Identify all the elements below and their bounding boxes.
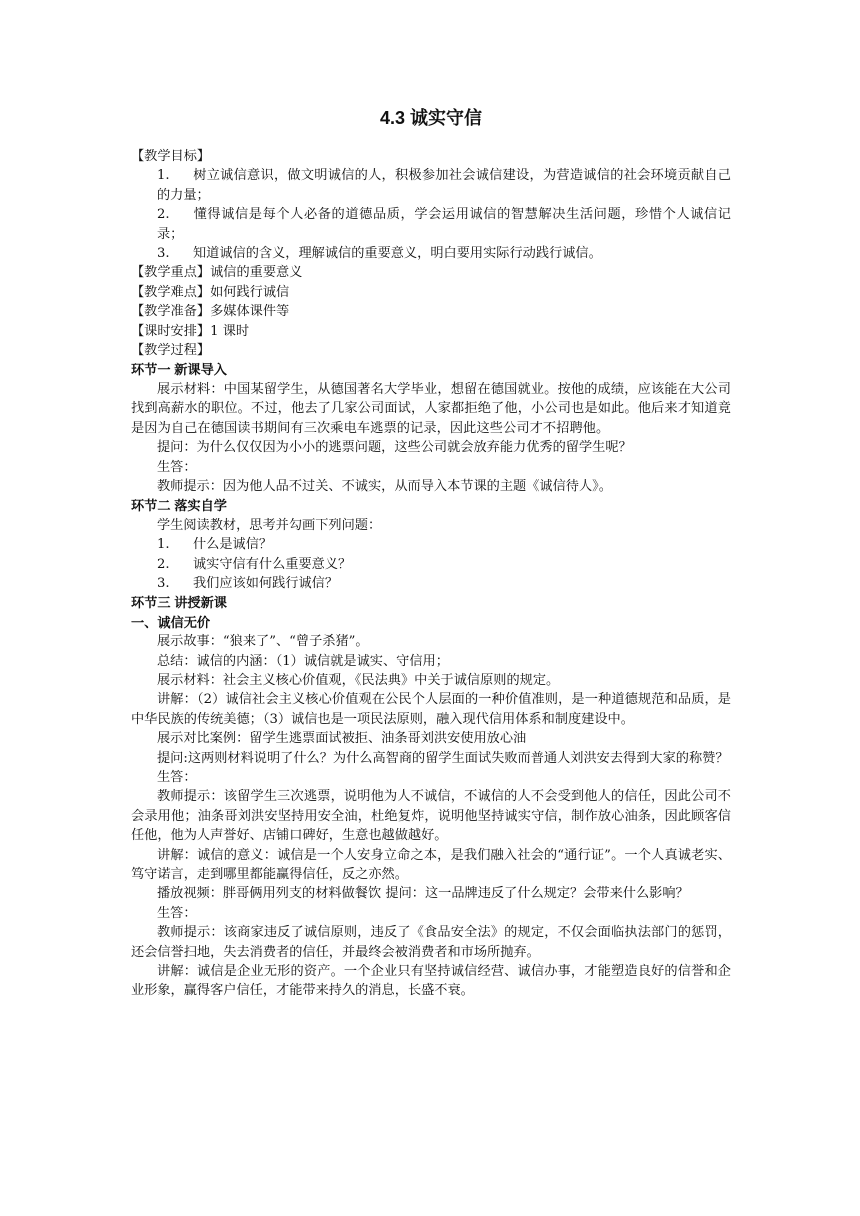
section3-paragraph: 总结：诚信的内涵：（1）诚信就是诚实、守信用； — [157, 653, 449, 669]
section3-paragraph: 教师提示：该留学生三次逃票，说明他为人不诚信，不诚信的人不会受到他人的信任，因此公司不会录用他；油条哥刘洪安坚持用安全油，杜绝复炸，说明他坚持诚实守信，制作放心油条，因此顾客信任他，他为人声誉好、店铺口碑好，生意也越做越好。 — [131, 789, 731, 844]
question-item: 1. 什么是诚信？ — [157, 537, 273, 553]
question-item: 3. 我们应该如何践行诚信？ — [157, 575, 339, 591]
subsection-heading: 一、诚信无价 — [131, 614, 211, 630]
preparation: 【教学准备】多媒体课件等 — [131, 304, 290, 320]
objective-item: 2. 懂得诚信是每个人必备的道德品质，学会运用诚信的智慧解决生活问题，珍惜个人诚信记录； — [157, 207, 731, 242]
section1-answer: 生答： — [157, 459, 197, 475]
section2-intro: 学生阅读教材，思考并勾画下列问题： — [157, 517, 382, 533]
section3-paragraph: 生答： — [157, 770, 197, 785]
section1-tip: 教师提示：因为他人品不过关、不诚实，从而导入本节课的主题《诚信待人》。 — [157, 478, 612, 494]
section1-material: 展示材料：中国某留学生，从德国著名大学毕业，想留在德国就业。按他的成绩，应该能在大公司找到高薪水的职位。不过，他去了几家公司面试，人家都拒绝了他，小公司也是如此。他后来才知道竟是因为自己在德国读书期间有三次乘电车逃票的记录，因此这些公司才不招聘他。 — [131, 381, 731, 436]
section3-paragraph: 讲解：诚信是企业无形的资产。一个企业只有坚持诚信经营、诚信办事，才能塑造良好的信誉和企业形象，赢得客户信任，才能带来持久的消息，长盛不衰。 — [131, 964, 731, 999]
section3-paragraph: 生答： — [157, 905, 197, 921]
section3-paragraph: 展示材料：社会主义核心价值观，《民法典》中关于诚信原则的规定。 — [157, 672, 560, 688]
page-title: 4.3 诚实守信 — [379, 108, 483, 128]
section-heading: 环节一 新课导入 — [131, 362, 227, 378]
question-item: 2. 诚实守信有什么重要意义？ — [157, 556, 352, 572]
objectives-label: 【教学目标】 — [131, 149, 211, 164]
difficulty: 【教学难点】如何践行诚信 — [131, 284, 290, 300]
section3-paragraph: 提问:这两则材料说明了什么？为什么高智商的留学生面试失败而普通人刘洪安去得到大家的称赞？ — [157, 750, 729, 766]
section-heading: 环节二 落实自学 — [131, 498, 227, 514]
section1-question: 提问：为什么仅仅因为小小的逃票问题，这些公司就会放弃能力优秀的留学生呢？ — [157, 440, 632, 456]
key-point: 【教学重点】诚信的重要意义 — [131, 265, 303, 281]
section3-paragraph: 讲解：（2）诚信社会主义核心价值观在公民个人层面的一种价值准则，是一种道德规范和品质，是中华民族的传统美德；（3）诚信也是一项民法原则，融入现代信用体系和制度建设中。 — [131, 692, 731, 727]
objective-item: 3. 知道诚信的含义，理解诚信的重要意义，明白要用实际行动践行诚信。 — [157, 246, 602, 262]
process-label: 【教学过程】 — [131, 343, 211, 359]
section-heading: 环节三 讲授新课 — [131, 595, 227, 611]
section3-paragraph: 播放视频：胖哥俩用列支的材料做餐饮 提问：这一品牌违反了什么规定？会带来什么影响？ — [157, 886, 689, 902]
objective-item: 1. 树立诚信意识，做文明诚信的人，积极参加社会诚信建设，为营造诚信的社会环境贡献自己的力量； — [157, 168, 731, 203]
section3-paragraph: 展示故事：“狼来了”、“曾子杀猪”。 — [157, 634, 369, 650]
section3-paragraph: 讲解：诚信的意义：诚信是一个人安身立命之本，是我们融入社会的“通行证”。一个人真诚老实、笃守诺言，走到哪里都能赢得信任，反之亦然。 — [131, 847, 731, 883]
document-page — [131, 105, 731, 1001]
section3-paragraph: 展示对比案例：留学生逃票面试被拒、油条哥刘洪安使用放心油 — [157, 731, 527, 747]
schedule: 【课时安排】1 课时 — [131, 323, 250, 339]
section3-paragraph: 教师提示：该商家违反了诚信原则，违反了《食品安全法》的规定，不仅会面临执法部门的惩罚，还会信誉扫地，失去消费者的信任，并最终会被消费者和市场所抛弃。 — [131, 925, 731, 960]
